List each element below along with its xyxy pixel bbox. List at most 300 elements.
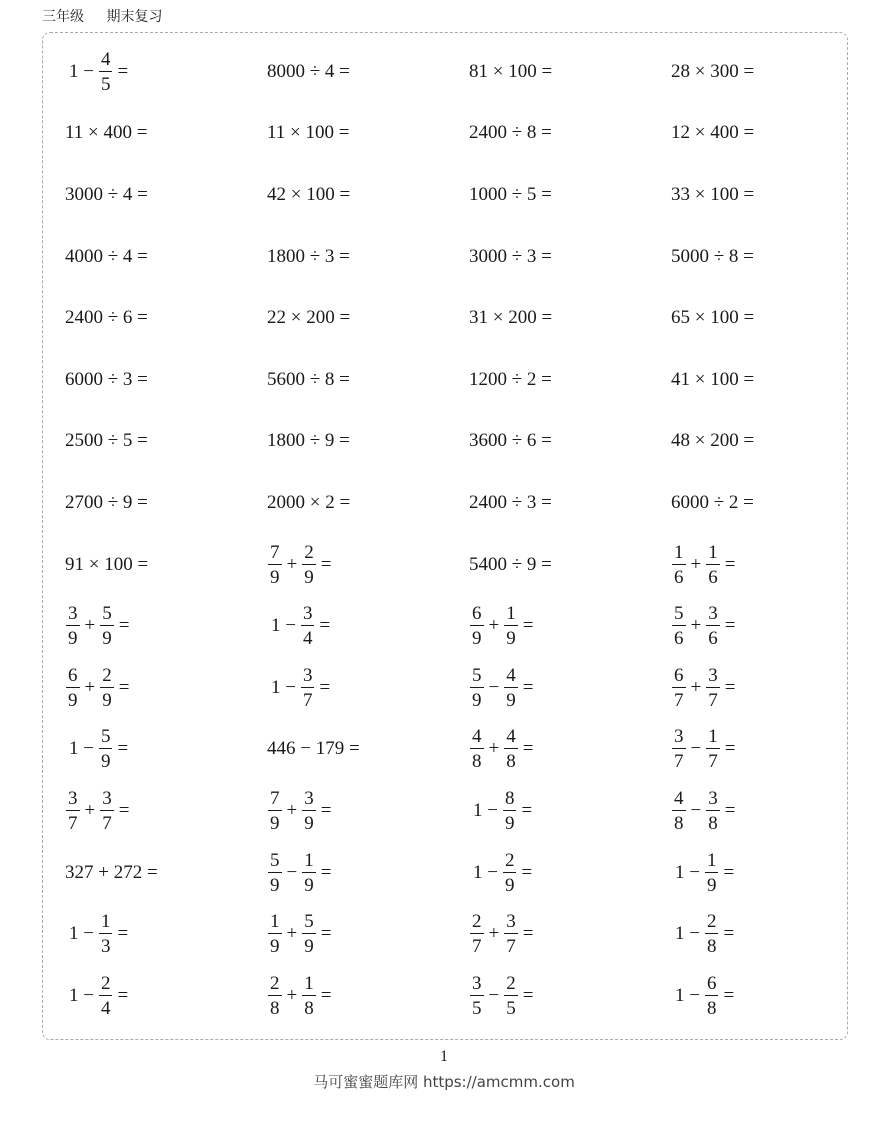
denominator: 3 [100,936,111,958]
problem-item [65,780,267,842]
problem-item [469,965,671,1027]
problem-item [671,903,841,965]
numerator: 3 [506,911,516,933]
numerator: 3 [304,787,314,809]
problem-text: 41 × 100 = [671,368,755,390]
denominator: 5 [506,997,516,1019]
denominator: 9 [304,874,314,896]
problem-text: 446 − 179 = [267,738,360,760]
problem-text: 22 × 200 = [267,307,351,329]
problem-text: 91 × 100 = [65,553,149,575]
equals-sign: = [724,553,736,575]
numerator: 5 [100,726,111,748]
numerator: 1 [100,911,111,933]
problem-item [469,164,671,226]
denominator: 9 [706,874,717,896]
problem-prefix: 1 − [675,923,700,945]
problem-prefix: 1 − [271,676,296,698]
numerator: 2 [102,664,112,686]
operator: + [84,799,96,821]
numerator: 3 [302,664,313,686]
problem-item [267,657,469,719]
problem-prefix: 1 − [675,861,700,883]
problem-prefix: 1 − [69,60,94,82]
problem-item [671,965,841,1027]
problem-text: 33 × 100 = [671,183,755,205]
fraction [672,789,686,833]
equals-sign: = [320,553,332,575]
fraction [706,604,720,648]
numerator: 4 [472,726,482,748]
worksheet-frame [42,32,848,1040]
denominator: 9 [270,936,280,958]
denominator: 5 [472,997,482,1019]
denominator: 7 [674,751,684,773]
numerator: 5 [674,603,684,625]
equals-sign: = [117,984,129,1006]
denominator: 8 [706,936,717,958]
denominator: 9 [506,689,516,711]
denominator: 9 [68,689,78,711]
denominator: 9 [472,628,482,650]
operator: + [286,799,298,821]
problem-item [267,965,469,1027]
fraction [470,974,484,1018]
problem-item [671,349,841,411]
denominator: 9 [504,874,515,896]
problem-item [267,595,469,657]
problem-item [671,472,841,534]
fraction [504,666,518,710]
fraction [268,851,282,895]
problem-text: 28 × 300 = [671,60,755,82]
problem-prefix: 1 − [675,984,700,1006]
fraction [470,727,484,771]
equals-sign: = [522,676,534,698]
problem-text: 8000 ÷ 4 = [267,60,350,82]
fraction [302,789,316,833]
numerator: 2 [304,541,314,563]
fraction [66,666,80,710]
numerator: 4 [100,48,111,70]
problem-text: 5400 ÷ 9 = [469,553,552,575]
operator: + [286,923,298,945]
numerator: 1 [708,726,718,748]
fraction [503,789,517,833]
problem-text: 65 × 100 = [671,307,755,329]
fraction [100,666,114,710]
denominator: 6 [674,566,684,588]
problem-item [469,411,671,473]
denominator: 7 [708,689,718,711]
operator: + [690,615,702,637]
problem-text: 11 × 100 = [267,122,350,144]
problem-item [469,780,671,842]
fraction [268,974,282,1018]
page-header [42,6,180,26]
problem-text: 2400 ÷ 3 = [469,491,552,513]
fraction [99,727,113,771]
problem-item [469,719,671,781]
fraction [705,912,719,956]
numerator: 1 [270,911,280,933]
numerator: 3 [708,603,718,625]
problem-item [267,842,469,904]
problem-prefix: 1 − [69,984,94,1006]
numerator: 2 [100,972,111,994]
operator: − [286,861,298,883]
denominator: 7 [674,689,684,711]
denominator: 5 [100,73,111,95]
equals-sign: = [117,60,129,82]
fraction [672,604,686,648]
operator: + [84,615,96,637]
problem-item [65,842,267,904]
equals-sign: = [723,861,735,883]
denominator: 9 [506,628,516,650]
operator: + [286,553,298,575]
fraction [268,543,282,587]
fraction [706,666,720,710]
denominator: 8 [708,812,718,834]
problem-item [267,287,469,349]
numerator: 3 [472,972,482,994]
denominator: 9 [68,628,78,650]
denominator: 8 [270,997,280,1019]
problem-item [65,657,267,719]
fraction [706,727,720,771]
denominator: 9 [304,566,314,588]
denominator: 7 [472,936,482,958]
problem-text: 3000 ÷ 4 = [65,183,148,205]
problem-item [469,226,671,288]
operator: − [488,984,500,1006]
problem-text: 3600 ÷ 6 = [469,430,552,452]
denominator: 8 [506,751,516,773]
problem-item [469,41,671,103]
fraction [705,851,719,895]
equals-sign: = [724,676,736,698]
problem-item [65,164,267,226]
numerator: 4 [506,726,516,748]
fraction [99,50,113,94]
problem-item [469,842,671,904]
denominator: 9 [102,628,112,650]
fraction [301,604,315,648]
numerator: 3 [102,787,112,809]
fraction [470,666,484,710]
equals-sign: = [320,861,332,883]
denominator: 9 [504,812,515,834]
fraction [100,604,114,648]
numerator: 1 [506,603,516,625]
problem-item [65,226,267,288]
page-number: 1 [440,1048,448,1065]
problem-prefix: 1 − [69,923,94,945]
numerator: 3 [302,603,313,625]
problem-item [267,226,469,288]
problem-item [65,41,267,103]
equals-sign: = [118,799,130,821]
problem-text: 2400 ÷ 8 = [469,122,552,144]
problem-item [671,595,841,657]
fraction [504,604,518,648]
problem-prefix: 1 − [473,799,498,821]
denominator: 4 [100,997,111,1019]
denominator: 9 [102,689,112,711]
denominator: 7 [506,936,516,958]
footer-watermark: 马可蜜蜜题库网 https://amcmm.com [313,1073,575,1091]
equals-sign: = [117,738,129,760]
numerator: 3 [708,787,718,809]
equals-sign: = [522,615,534,637]
fraction [706,543,720,587]
equals-sign: = [723,984,735,1006]
problem-item [65,719,267,781]
operator: + [488,615,500,637]
problem-text: 6000 ÷ 3 = [65,368,148,390]
fraction [672,727,686,771]
equals-sign: = [117,923,129,945]
denominator: 9 [100,751,111,773]
numerator: 3 [68,787,78,809]
numerator: 2 [504,849,515,871]
equals-sign: = [320,799,332,821]
problem-text: 81 × 100 = [469,60,553,82]
problem-item [65,903,267,965]
denominator: 7 [708,751,718,773]
equals-sign: = [521,861,533,883]
denominator: 6 [708,566,718,588]
problem-item [267,103,469,165]
fraction [504,974,518,1018]
numerator: 2 [506,972,516,994]
problem-item [267,164,469,226]
problem-text: 2400 ÷ 6 = [65,307,148,329]
problem-item [469,472,671,534]
equals-sign: = [320,984,332,1006]
equals-sign: = [724,615,736,637]
fraction [268,789,282,833]
operator: + [84,676,96,698]
numerator: 3 [68,603,78,625]
fraction [672,666,686,710]
problem-item [671,534,841,596]
problem-item [469,349,671,411]
header-title: 期末复习 [106,9,163,25]
problem-text: 4000 ÷ 4 = [65,245,148,267]
problem-text: 48 × 200 = [671,430,755,452]
fraction [504,912,518,956]
equals-sign: = [522,738,534,760]
denominator: 8 [472,751,482,773]
numerator: 1 [674,541,684,563]
fraction [705,974,719,1018]
problem-item [671,164,841,226]
operator: + [488,923,500,945]
problem-item [267,411,469,473]
numerator: 7 [270,787,280,809]
fraction [268,912,282,956]
problem-grid [65,41,841,1027]
problem-item [65,287,267,349]
problem-text: 327 + 272 = [65,861,158,883]
problem-text: 31 × 200 = [469,307,553,329]
problem-item [267,349,469,411]
fraction [470,604,484,648]
equals-sign: = [320,923,332,945]
problem-text: 2700 ÷ 9 = [65,491,148,513]
numerator: 8 [504,787,515,809]
numerator: 1 [304,849,314,871]
denominator: 8 [706,997,717,1019]
problem-text: 1000 ÷ 5 = [469,183,552,205]
fraction [99,912,113,956]
problem-item [267,903,469,965]
problem-text: 6000 ÷ 2 = [671,491,754,513]
fraction [302,543,316,587]
problem-text: 1800 ÷ 3 = [267,245,350,267]
denominator: 9 [270,812,280,834]
equals-sign: = [522,923,534,945]
numerator: 5 [304,911,314,933]
numerator: 2 [706,911,717,933]
problem-item [469,657,671,719]
operator: − [488,676,500,698]
denominator: 9 [270,566,280,588]
problem-item [65,103,267,165]
problem-item [65,349,267,411]
problem-item [671,226,841,288]
fraction [470,912,484,956]
numerator: 6 [674,664,684,686]
denominator: 4 [302,628,313,650]
equals-sign: = [522,984,534,1006]
denominator: 7 [68,812,78,834]
problem-item [267,780,469,842]
numerator: 2 [270,972,280,994]
numerator: 7 [270,541,280,563]
problem-item [671,719,841,781]
grade-label: 三年级 [42,9,84,25]
equals-sign: = [724,738,736,760]
problem-item [267,719,469,781]
problem-item [469,595,671,657]
problem-item [671,411,841,473]
problem-item [671,657,841,719]
problem-text: 1800 ÷ 9 = [267,430,350,452]
numerator: 3 [674,726,684,748]
denominator: 6 [708,628,718,650]
numerator: 1 [708,541,718,563]
problem-text: 5600 ÷ 8 = [267,368,350,390]
problem-item [671,287,841,349]
numerator: 6 [472,603,482,625]
problem-prefix: 1 − [271,615,296,637]
operator: − [690,799,702,821]
fraction [302,851,316,895]
numerator: 4 [674,787,684,809]
denominator: 9 [472,689,482,711]
fraction [100,789,114,833]
equals-sign: = [118,676,130,698]
numerator: 1 [304,972,314,994]
numerator: 3 [708,664,718,686]
numerator: 6 [68,664,78,686]
fraction [66,604,80,648]
fraction [504,727,518,771]
problem-item [671,41,841,103]
denominator: 8 [304,997,314,1019]
numerator: 5 [472,664,482,686]
numerator: 2 [472,911,482,933]
operator: + [286,984,298,1006]
problem-item [671,103,841,165]
equals-sign: = [319,615,331,637]
problem-item [65,965,267,1027]
problem-item [65,472,267,534]
problem-item [469,287,671,349]
problem-text: 12 × 400 = [671,122,755,144]
operator: + [690,676,702,698]
denominator: 9 [270,874,280,896]
problem-item [65,411,267,473]
problem-item [267,472,469,534]
problem-item [65,595,267,657]
numerator: 6 [706,972,717,994]
fraction [503,851,517,895]
fraction [99,974,113,1018]
denominator: 9 [304,936,314,958]
problem-item [469,903,671,965]
problem-text: 11 × 400 = [65,122,148,144]
equals-sign: = [118,615,130,637]
equals-sign: = [723,923,735,945]
problem-text: 3000 ÷ 3 = [469,245,552,267]
problem-text: 2000 × 2 = [267,491,351,513]
operator: + [690,553,702,575]
denominator: 6 [674,628,684,650]
problem-item [671,780,841,842]
operator: + [488,738,500,760]
numerator: 5 [270,849,280,871]
fraction [66,789,80,833]
denominator: 9 [304,812,314,834]
fraction [706,789,720,833]
problem-item [469,534,671,596]
fraction [301,666,315,710]
equals-sign: = [319,676,331,698]
equals-sign: = [724,799,736,821]
numerator: 1 [706,849,717,871]
problem-item [267,41,469,103]
denominator: 7 [302,689,313,711]
problem-item [469,103,671,165]
problem-item [65,534,267,596]
fraction [302,912,316,956]
problem-text: 5000 ÷ 8 = [671,245,754,267]
problem-prefix: 1 − [69,738,94,760]
problem-text: 42 × 100 = [267,183,351,205]
numerator: 4 [506,664,516,686]
fraction [302,974,316,1018]
fraction [672,543,686,587]
numerator: 5 [102,603,112,625]
problem-item [267,534,469,596]
problem-text: 2500 ÷ 5 = [65,430,148,452]
equals-sign: = [521,799,533,821]
denominator: 7 [102,812,112,834]
